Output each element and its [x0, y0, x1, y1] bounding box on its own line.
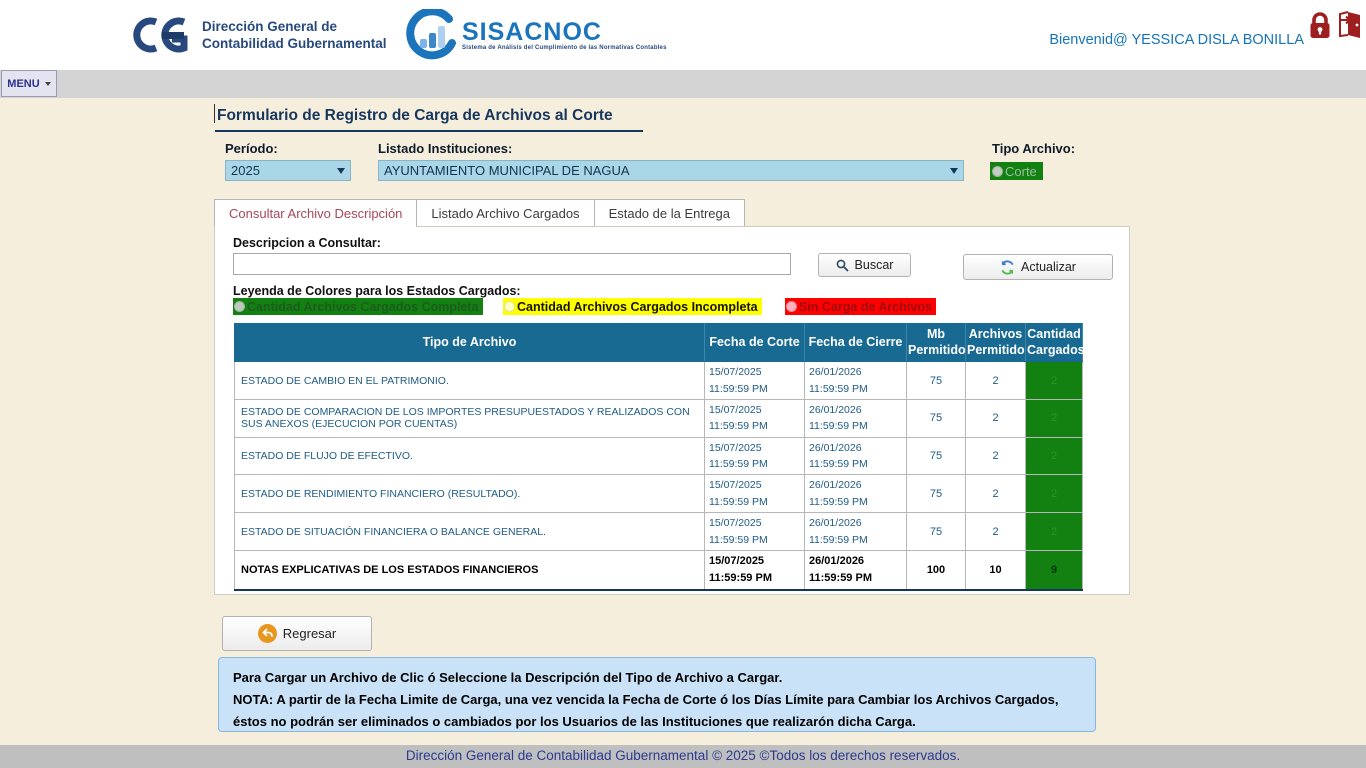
table-row[interactable]	[235, 551, 1083, 591]
sisacnoc-logo	[406, 9, 667, 61]
cell-fecha-corte	[705, 437, 805, 475]
tab-listado-archivo-cargados[interactable]: Listado Archivo Cargados	[416, 199, 593, 227]
menu-button-label: MENU	[7, 77, 40, 90]
fecha-cierre-date: 26/01/2026	[809, 555, 865, 568]
cell-cantidad-cargados: 9	[1026, 551, 1083, 591]
cell-fecha-corte	[705, 400, 805, 438]
cell-mb-permitido: 100	[907, 551, 966, 591]
fecha-cierre-time: 11:59:59 PM	[809, 572, 872, 585]
digecog-logo-text	[202, 18, 387, 52]
status-dot-icon	[504, 301, 515, 312]
fecha-cierre-date: 26/01/2026	[809, 441, 862, 454]
digecog-logo-icon	[126, 15, 196, 55]
note-line-2: NOTA: A partir de la Fecha Limite de Carga, una vez vencida la Fecha de Corte ó los Días Límite para Cambiar los Archivos Cargados, éstos no podrán ser eliminados o cambiados por los Usuarios de las Instituciones que realizarón dicha Carga.	[233, 692, 1059, 729]
fecha-cierre-time: 11:59:59 PM	[809, 495, 868, 508]
table-header-row	[235, 324, 1083, 362]
cell-fecha-cierre	[805, 362, 907, 400]
fecha-corte-time: 11:59:59 PM	[709, 572, 772, 585]
digecog-name-line2: Contabilidad Gubernamental	[202, 36, 387, 51]
col-cantidad-cargados: Cantidad Cargados	[1026, 324, 1083, 362]
table-row[interactable]	[235, 437, 1083, 475]
fecha-cierre-date: 26/01/2026	[809, 479, 862, 492]
chevron-down-icon	[337, 168, 345, 174]
periodo-select[interactable]	[225, 160, 351, 181]
app-header	[0, 0, 1366, 70]
status-dot-icon	[234, 301, 245, 312]
cell-tipo-archivo[interactable]: ESTADO DE SITUACIÓN FINANCIERA O BALANCE GENERAL.	[235, 513, 705, 551]
cell-cantidad-cargados: 2	[1026, 362, 1083, 400]
cell-archivos-permitido: 2	[966, 400, 1026, 438]
instituciones-selected-value: AYUNTAMIENTO MUNICIPAL DE NAGUA	[384, 163, 630, 178]
cell-mb-permitido: 75	[907, 400, 966, 438]
radio-dot-icon	[992, 166, 1003, 177]
legend-incomplete-badge	[503, 298, 762, 315]
fecha-corte-time: 11:59:59 PM	[709, 382, 768, 395]
fecha-cierre-time: 11:59:59 PM	[809, 420, 868, 433]
tab-bar	[214, 199, 745, 227]
cell-cantidad-cargados: 2	[1026, 400, 1083, 438]
table-row[interactable]	[235, 362, 1083, 400]
buscar-button-label: Buscar	[854, 258, 894, 272]
cell-mb-permitido: 75	[907, 513, 966, 551]
tab-consultar-archivo-descripcion[interactable]: Consultar Archivo Descripción	[214, 199, 416, 227]
search-icon	[836, 259, 849, 272]
cell-cantidad-cargados: 2	[1026, 475, 1083, 513]
cell-fecha-corte	[705, 513, 805, 551]
cell-fecha-cierre	[805, 475, 907, 513]
cell-tipo-archivo[interactable]: ESTADO DE COMPARACION DE LOS IMPORTES PRESUPUESTADOS Y REALIZADOS CON SUS ANEXOS (EJECUCION POR CUENTAS)	[235, 400, 705, 438]
cell-cantidad-cargados: 2	[1026, 513, 1083, 551]
page-footer: Dirección General de Contabilidad Gubernamental © 2025 ©Todos los derechos reservados.	[0, 745, 1366, 768]
menu-bar	[0, 70, 1366, 98]
fecha-cierre-date: 26/01/2026	[809, 517, 862, 530]
tipo-archivo-value: Corte	[1005, 163, 1037, 179]
regresar-button[interactable]	[222, 616, 372, 651]
lock-icon[interactable]	[1308, 12, 1332, 40]
logout-door-icon[interactable]	[1338, 10, 1362, 40]
table-row[interactable]	[235, 513, 1083, 551]
sisacnoc-logo-text	[462, 19, 667, 51]
fecha-cierre-time: 11:59:59 PM	[809, 533, 868, 546]
fecha-corte-date: 15/07/2025	[709, 366, 762, 379]
col-fecha-corte: Fecha de Corte	[705, 324, 805, 362]
tab-estado-de-la-entrega[interactable]: Estado de la Entrega	[594, 199, 745, 227]
periodo-selected-value: 2025	[231, 163, 260, 178]
table-row[interactable]	[235, 475, 1083, 513]
page-title: Formulario de Registro de Carga de Archivos al Corte	[215, 105, 643, 132]
cell-mb-permitido: 75	[907, 437, 966, 475]
fecha-corte-time: 11:59:59 PM	[709, 533, 768, 546]
table-row[interactable]	[235, 400, 1083, 438]
back-arrow-icon	[258, 624, 277, 643]
tipo-archivo-badge	[990, 162, 1043, 180]
fecha-corte-date: 15/07/2025	[709, 479, 762, 492]
cell-fecha-corte	[705, 475, 805, 513]
tab-content-panel	[214, 226, 1130, 595]
sisacnoc-name: SISACNOC	[462, 18, 602, 46]
cell-tipo-archivo[interactable]: ESTADO DE FLUJO DE EFECTIVO.	[235, 437, 705, 475]
fecha-corte-time: 11:59:59 PM	[709, 495, 768, 508]
digecog-name-line1: Dirección General de	[202, 19, 338, 34]
cell-tipo-archivo[interactable]: NOTAS EXPLICATIVAS DE LOS ESTADOS FINANCIEROS	[235, 551, 705, 591]
fecha-corte-time: 11:59:59 PM	[709, 457, 768, 470]
cell-archivos-permitido: 2	[966, 437, 1026, 475]
cell-fecha-cierre	[805, 551, 907, 591]
digecog-logo	[126, 15, 387, 55]
cell-fecha-corte	[705, 551, 805, 591]
tipo-archivo-label: Tipo Archivo:	[992, 141, 1076, 156]
legend-nofiles-badge	[785, 298, 936, 315]
buscar-button[interactable]	[818, 253, 911, 277]
sisacnoc-logo-icon	[406, 9, 456, 61]
info-note-box	[218, 657, 1096, 732]
legend-nofiles-label: Sin Carga de Archivos	[799, 299, 932, 314]
fecha-corte-date: 15/07/2025	[709, 555, 765, 568]
menu-button[interactable]	[1, 70, 57, 97]
descripcion-search-input[interactable]	[233, 253, 791, 275]
fecha-corte-time: 11:59:59 PM	[709, 420, 768, 433]
fecha-cierre-time: 11:59:59 PM	[809, 457, 868, 470]
instituciones-select[interactable]	[378, 160, 964, 181]
files-table	[234, 323, 1083, 591]
cell-archivos-permitido: 2	[966, 513, 1026, 551]
col-tipo-archivo: Tipo de Archivo	[235, 324, 705, 362]
instituciones-label: Listado Instituciones:	[378, 141, 513, 156]
cell-archivos-permitido: 10	[966, 551, 1026, 591]
actualizar-button[interactable]	[963, 254, 1113, 280]
col-fecha-cierre: Fecha de Cierre	[805, 324, 907, 362]
chevron-down-icon	[950, 168, 958, 174]
fecha-cierre-time: 11:59:59 PM	[809, 382, 868, 395]
actualizar-button-label: Actualizar	[1021, 260, 1076, 274]
fecha-corte-date: 15/07/2025	[709, 404, 762, 416]
cell-fecha-cierre	[805, 437, 907, 475]
welcome-message: Bienvenid@ YESSICA DISLA BONILLA	[1049, 32, 1304, 48]
periodo-label: Período:	[225, 141, 278, 156]
col-mb-permitido: Mb Permitido	[907, 324, 966, 362]
cell-fecha-cierre	[805, 400, 907, 438]
chevron-down-icon	[45, 82, 51, 86]
fecha-cierre-date: 26/01/2026	[809, 366, 862, 379]
fecha-corte-date: 15/07/2025	[709, 517, 762, 530]
regresar-button-label: Regresar	[282, 626, 337, 641]
cell-mb-permitido: 75	[907, 362, 966, 400]
note-line-1: Para Cargar un Archivo de Clic ó Seleccione la Descripción del Tipo de Archivo a Cargar.	[233, 670, 783, 685]
descripcion-consultar-label: Descripcion a Consultar:	[233, 236, 381, 250]
cell-cantidad-cargados: 2	[1026, 437, 1083, 475]
cell-fecha-corte	[705, 362, 805, 400]
legend-complete-badge	[233, 298, 483, 315]
refresh-icon	[1000, 260, 1015, 275]
sisacnoc-tagline: Sistema de Análisis del Cumplimiento de las Normativas Contables	[462, 45, 667, 51]
col-archivos-permitido: Archivos Permitido	[966, 324, 1026, 362]
cell-mb-permitido: 75	[907, 475, 966, 513]
legend-incomplete-label: Cantidad Archivos Cargados Incompleta	[517, 299, 758, 314]
legend-complete-label: Cantidad Archivos Cargados Completa	[247, 299, 479, 314]
status-dot-icon	[786, 301, 797, 312]
cell-tipo-archivo[interactable]: ESTADO DE CAMBIO EN EL PATRIMONIO.	[235, 362, 705, 400]
legend-title: Leyenda de Colores para los Estados Cargados:	[233, 284, 521, 298]
fecha-cierre-date: 26/01/2026	[809, 404, 862, 416]
fecha-corte-date: 15/07/2025	[709, 441, 762, 454]
cell-archivos-permitido: 2	[966, 362, 1026, 400]
cell-fecha-cierre	[805, 513, 907, 551]
cell-tipo-archivo[interactable]: ESTADO DE RENDIMIENTO FINANCIERO (RESULTADO).	[235, 475, 705, 513]
cell-archivos-permitido: 2	[966, 475, 1026, 513]
